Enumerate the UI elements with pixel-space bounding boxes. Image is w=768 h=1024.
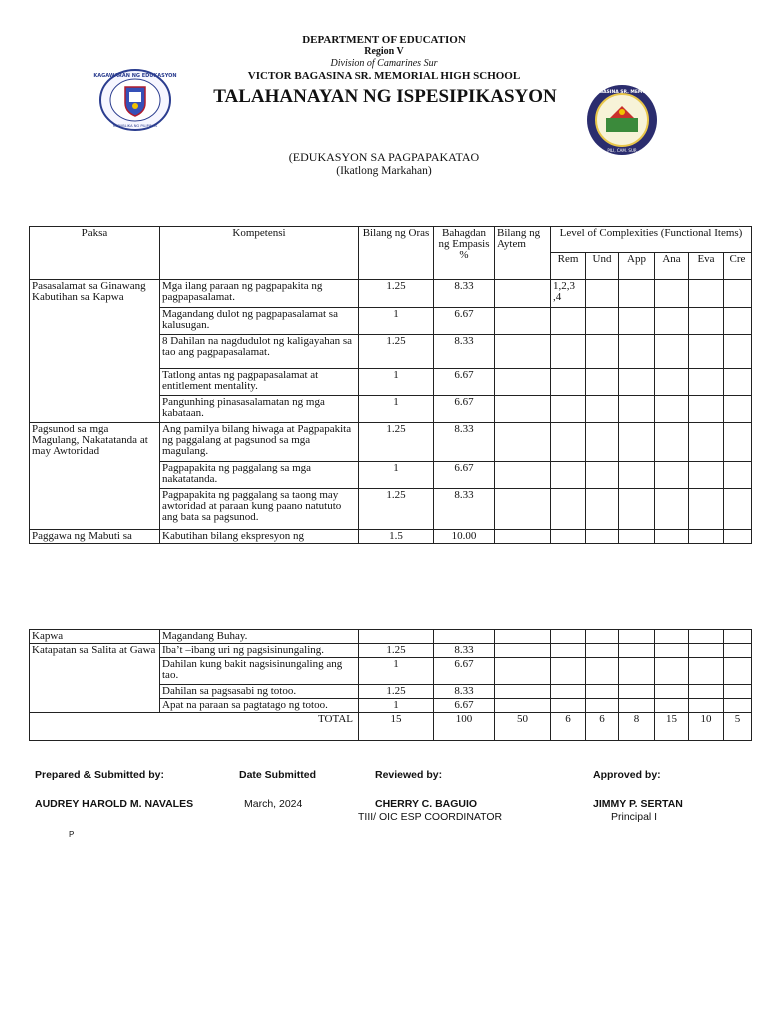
- percent-cell: 10.00: [434, 530, 495, 544]
- percent-cell: 8.33: [434, 423, 495, 462]
- competency-cell: Pagpapakita ng paggalang sa mga nakatatanda.: [160, 462, 359, 489]
- topic-cell: Katapatan sa Salita at Gawa: [30, 644, 160, 713]
- competency-cell: Pagpapakita ng paggalang sa taong may awtoridad at paraan kung paano natututo ang bata sa pagsunod.: [160, 489, 359, 530]
- competency-cell: Magandang dulot ng pagpapasalamat sa kalusugan.: [160, 308, 359, 335]
- deped-seal-bottom-text: REPUBLIKA NG PILIPINAS: [112, 124, 158, 128]
- reviewer-name: CHERRY C. BAGUIO: [375, 798, 478, 810]
- header-percent: Bahagdan ng Empasis %: [434, 227, 495, 280]
- school-heading: VICTOR BAGASINA SR. MEMORIAL HIGH SCHOOL: [247, 70, 521, 82]
- stray-mark: P: [69, 830, 75, 839]
- header-level-und: Und: [586, 253, 619, 280]
- approver-name: JIMMY P. SERTAN: [593, 798, 683, 810]
- percent-cell: 6.67: [434, 369, 495, 396]
- percent-cell: 8.33: [434, 280, 495, 308]
- header-hours: Bilang ng Oras: [359, 227, 434, 280]
- hours-cell: 1.25: [359, 685, 434, 699]
- hours-cell: 1: [359, 658, 434, 685]
- division-heading: Division of Camarines Sur: [330, 58, 438, 69]
- header-level-ana: Ana: [655, 253, 689, 280]
- percent-cell: 8.33: [434, 489, 495, 530]
- topic-cell: Paggawa ng Mabuti sa: [30, 530, 160, 544]
- date-label: Date Submitted: [239, 769, 317, 781]
- competency-cell: Ang pamilya bilang hiwaga at Pagpapakita ng paggalang at pagsunod sa mga magulang.: [160, 423, 359, 462]
- specification-table-page-1: [29, 226, 752, 544]
- table-row: [30, 530, 752, 544]
- school-seal-ring-text: V. BAGASINA SR. MEMORIAL: [586, 90, 658, 95]
- competency-cell: Pangunhing pinasasalamatan ng mga kabataan.: [160, 396, 359, 423]
- competency-cell: Apat na paraan sa pagtatago ng totoo.: [160, 699, 359, 713]
- competency-cell: Iba’t –ibang uri ng pagsisinungaling.: [160, 644, 359, 658]
- percent-cell: 6.67: [434, 462, 495, 489]
- hours-cell: 1.25: [359, 335, 434, 369]
- hours-cell: 1: [359, 308, 434, 335]
- date-value: March, 2024: [244, 798, 303, 810]
- hours-cell: 1.25: [359, 423, 434, 462]
- header-competency: Kompetensi: [160, 227, 359, 280]
- total-rem: 6: [551, 713, 586, 741]
- total-items: 50: [495, 713, 551, 741]
- table-row: [30, 644, 752, 658]
- hours-cell: 1: [359, 369, 434, 396]
- competency-cell: Mga ilang paraan ng pagpapakita ng pagpapasalamat.: [160, 280, 359, 308]
- competency-cell: Magandang Buhay.: [160, 630, 359, 644]
- total-row: [30, 713, 752, 741]
- percent-cell: 6.67: [434, 308, 495, 335]
- table-row: [30, 630, 752, 644]
- percent-cell: 6.67: [434, 396, 495, 423]
- rem-cell: 1,2,3 ,4: [551, 280, 586, 308]
- competency-cell: Kabutihan bilang ekspresyon ng: [160, 530, 359, 544]
- page-title: TALAHANAYAN NG ISPESIPIKASYON: [213, 86, 557, 107]
- total-label: TOTAL: [30, 713, 359, 741]
- total-hours: 15: [359, 713, 434, 741]
- approver-title: Principal I: [611, 811, 658, 823]
- total-eva: 10: [689, 713, 724, 741]
- school-seal-logo: [584, 84, 660, 156]
- header-topic: Paksa: [30, 227, 160, 280]
- quarter-heading: (Ikatlong Markahan): [336, 165, 432, 177]
- competency-cell: Dahilan sa pagsasabi ng totoo.: [160, 685, 359, 699]
- percent-cell: 8.33: [434, 644, 495, 658]
- deped-seal-logo: [93, 68, 177, 132]
- hours-cell: 1.25: [359, 644, 434, 658]
- percent-cell: 8.33: [434, 685, 495, 699]
- subject-heading: (EDUKASYON SA PAGPAPAKATAO: [288, 150, 480, 164]
- approved-label: Approved by:: [593, 769, 661, 781]
- region-heading: Region V: [364, 46, 404, 57]
- hours-cell: 1: [359, 462, 434, 489]
- total-und: 6: [586, 713, 619, 741]
- prepared-name: AUDREY HAROLD M. NAVALES: [35, 798, 194, 810]
- topic-cell: Kapwa: [30, 630, 160, 644]
- school-seal-bottom-text: PILI, CAM. SUR: [607, 148, 637, 153]
- table-row: [30, 423, 752, 462]
- table-row: [30, 280, 752, 308]
- topic-cell: Pagsunod sa mga Magulang, Nakatatanda at may Awtoridad: [30, 423, 160, 530]
- header-level-rem: Rem: [551, 253, 586, 280]
- percent-cell: 6.67: [434, 699, 495, 713]
- hours-cell: 1.25: [359, 489, 434, 530]
- total-app: 8: [619, 713, 655, 741]
- percent-cell: 8.33: [434, 335, 495, 369]
- competency-cell: Dahilan kung bakit nagsisinungaling ang tao.: [160, 658, 359, 685]
- deped-seal-ring-text: KAGAWARAN NG EDUKASYON: [93, 73, 177, 79]
- total-ana: 15: [655, 713, 689, 741]
- hours-cell: 1.25: [359, 280, 434, 308]
- competency-cell: Tatlong antas ng pagpapasalamat at entitlement mentality.: [160, 369, 359, 396]
- prepared-label: Prepared & Submitted by:: [35, 769, 164, 781]
- header-level-eva: Eva: [689, 253, 724, 280]
- header-level-app: App: [619, 253, 655, 280]
- department-heading: DEPARTMENT OF EDUCATION: [302, 34, 466, 46]
- competency-cell: 8 Dahilan na nagdudulot ng kaligayahan sa tao ang pagpapasalamat.: [160, 335, 359, 369]
- topic-cell: Pasasalamat sa Ginawang Kabutihan sa Kapwa: [30, 280, 160, 423]
- header-complexity: Level of Complexities (Functional Items): [551, 227, 752, 253]
- hours-cell: 1.5: [359, 530, 434, 544]
- reviewer-title: TIII/ OIC ESP COORDINATOR: [358, 811, 503, 823]
- hours-cell: 1: [359, 396, 434, 423]
- total-percent: 100: [434, 713, 495, 741]
- hours-cell: 1: [359, 699, 434, 713]
- reviewed-label: Reviewed by:: [375, 769, 443, 781]
- total-cre: 5: [724, 713, 752, 741]
- specification-table-page-2: [29, 629, 752, 741]
- percent-cell: 6.67: [434, 658, 495, 685]
- header-level-cre: Cre: [724, 253, 752, 280]
- header-items: Bilang ng Aytem: [495, 227, 551, 280]
